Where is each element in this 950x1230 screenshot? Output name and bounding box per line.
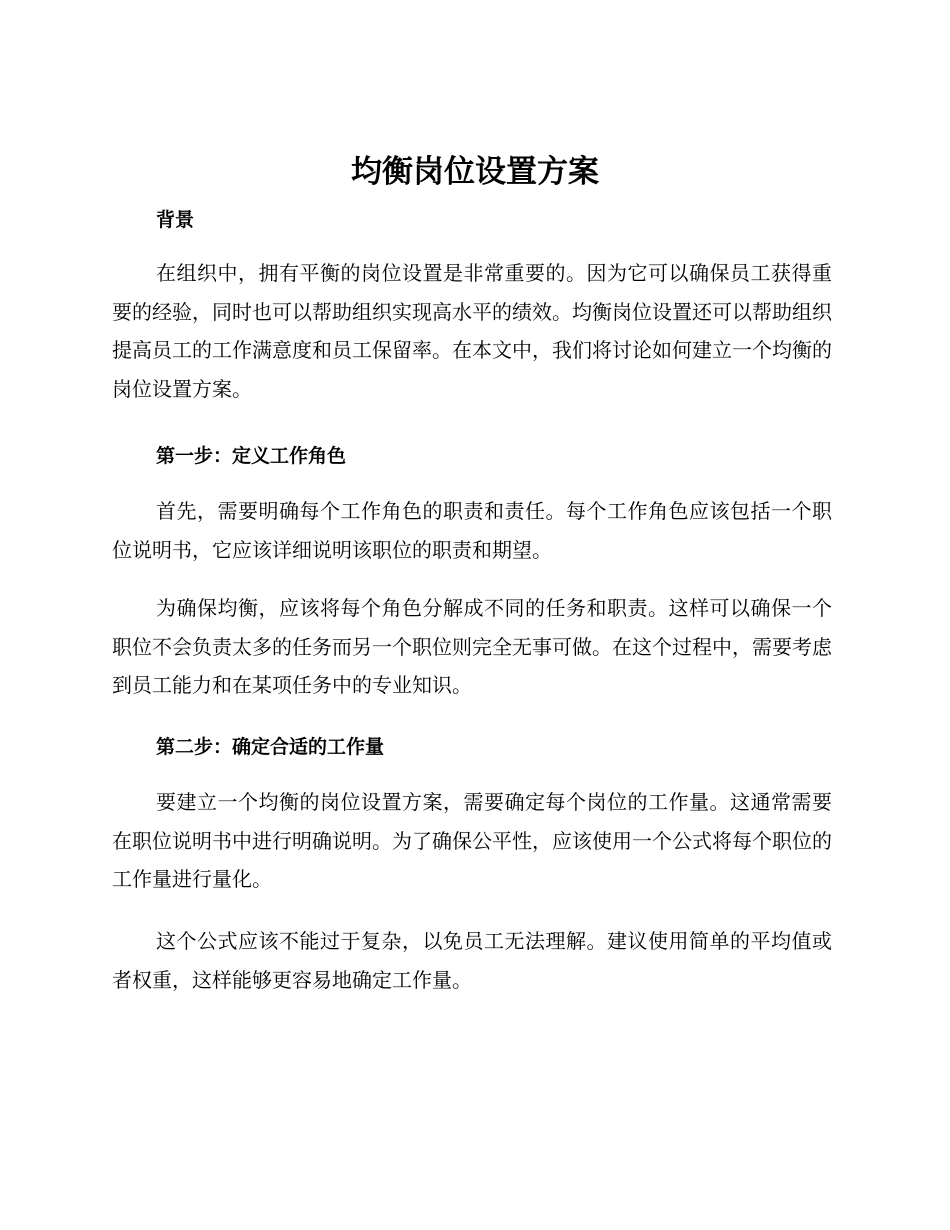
paragraph-step-2-b: 这个公式应该不能过于复杂，以免员工无法理解。建议使用简单的平均值或者权重，这样能够更容易地确定工作量。 [112,929,832,992]
section-heading-background: 背景 [156,209,195,231]
section-heading-step-1: 第一步：定义工作角色 [156,445,347,467]
paragraph-step-2-a: 要建立一个均衡的岗位设置方案，需要确定每个岗位的工作量。这通常需要在职位说明书中进行明确说明。为了确保公平性，应该使用一个公式将每个职位的工作量进行量化。 [112,790,832,891]
paragraph-step-1-b: 为确保均衡，应该将每个角色分解成不同的任务和职责。这样可以确保一个职位不会负责太多的任务而另一个职位则完全无事可做。在这个过程中，需要考虑到员工能力和在某项任务中的专业知识。 [112,596,832,697]
document-title: 均衡岗位设置方案 [351,154,599,190]
paragraph-background: 在组织中，拥有平衡的岗位设置是非常重要的。因为它可以确保员工获得重要的经验，同时也可以帮助组织实现高水平的绩效。均衡岗位设置还可以帮助组织提高员工的工作满意度和员工保留率。在本文中，我们将讨论如何建立一个均衡的岗位设置方案。 [112,261,832,401]
section-heading-step-2: 第二步：确定合适的工作量 [156,736,385,758]
paragraph-step-1-a: 首先，需要明确每个工作角色的职责和责任。每个工作角色应该包括一个职位说明书，它应该详细说明该职位的职责和期望。 [112,499,832,562]
